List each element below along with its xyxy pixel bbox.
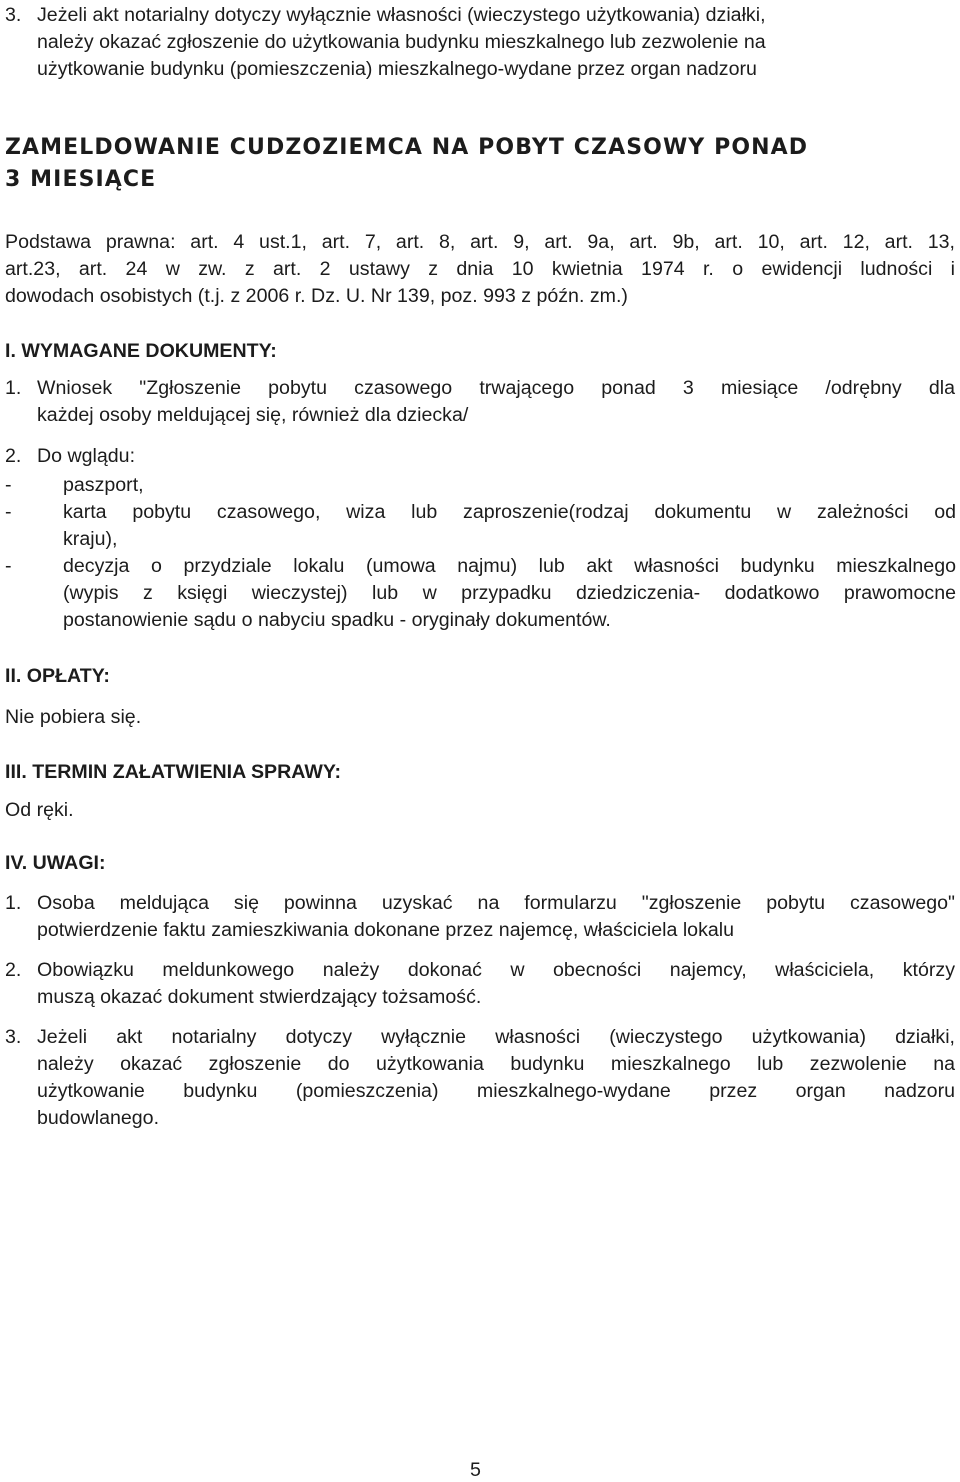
list-item — [5, 957, 955, 1011]
list-number: 1. — [5, 377, 22, 399]
text-line: budowlanego. — [37, 1107, 160, 1129]
text-line: muszą okazać dokument stwierdzający tożsamość. — [37, 986, 482, 1008]
list-item — [5, 1024, 955, 1132]
text-line: Osoba meldująca się powinna uzyskać na formularzu "zgłoszenie pobytu czasowego" — [37, 892, 955, 914]
list-text — [37, 890, 955, 944]
list-item — [5, 890, 955, 944]
section-heading: III. TERMIN ZAŁATWIENIA SPRAWY: — [5, 761, 341, 783]
page-number: 5 — [470, 1459, 481, 1481]
top-item — [5, 2, 955, 83]
list-item — [5, 375, 955, 429]
bullet-item — [5, 553, 956, 634]
text-line: postanowienie sądu o nabyciu spadku - oryginały dokumentów. — [63, 609, 611, 631]
text-line: dowodach osobistych (t.j. z 2006 r. Dz. U. Nr 139, poz. 993 z późn. zm.) — [5, 285, 628, 307]
text-line: karta pobytu czasowego, wiza lub zaproszenie(rodzaj dokumentu w zależności od — [63, 501, 956, 523]
list-number: 3. — [5, 4, 22, 26]
text-line: Obowiązku meldunkowego należy dokonać w obecności najemcy, właściciela, którzy — [37, 959, 955, 981]
text-line: kraju), — [63, 528, 118, 550]
text-line: Jeżeli akt notarialny dotyczy wyłącznie własności (wieczystego użytkowania) działki, — [37, 4, 766, 26]
text-line: (wypis z księgi wieczystej) lub w przypadku dziedziczenia- dodatkowo prawomocne — [63, 582, 956, 604]
text-line: użytkowanie budynku (pomieszczenia) mieszkalnego-wydane przez organ nadzoru — [37, 1080, 955, 1102]
title-line: 3 MIESIĄCE — [5, 167, 157, 192]
section-heading: II. OPŁATY: — [5, 665, 110, 687]
list-number: 3. — [5, 1026, 22, 1048]
text-line: art.23, art. 24 w zw. z art. 2 ustawy z dnia 10 kwietnia 1974 r. o ewidencji ludności i — [5, 258, 955, 280]
bullet-dash: - — [5, 555, 12, 577]
list-number: 2. — [5, 445, 22, 467]
legal-basis — [5, 229, 955, 310]
list-number: 1. — [5, 892, 22, 914]
bullet-item — [5, 472, 956, 499]
list-text — [37, 1024, 955, 1132]
bullet-dash: - — [5, 474, 12, 496]
text-line: każdej osoby meldującej się, również dla dziecka/ — [37, 404, 469, 426]
text-line: Podstawa prawna: art. 4 ust.1, art. 7, art. 8, art. 9, art. 9a, art. 9b, art. 10, art. 12, art. 13, — [5, 231, 955, 253]
section-text: Od ręki. — [5, 799, 74, 821]
text-line: potwierdzenie faktu zamieszkiwania dokonane przez najemcę, właściciela lokalu — [37, 919, 735, 941]
text-line: Jeżeli akt notarialny dotyczy wyłącznie własności (wieczystego użytkowania) działki, — [37, 1026, 955, 1048]
list-text — [37, 375, 955, 429]
text-line: Wniosek "Zgłoszenie pobytu czasowego trwającego ponad 3 miesiące /odrębny dla — [37, 377, 955, 399]
section-text: Nie pobiera się. — [5, 706, 142, 728]
text-line: użytkowanie budynku (pomieszczenia) mieszkalnego-wydane przez organ nadzoru — [37, 58, 757, 80]
title-line: ZAMELDOWANIE CUDZOZIEMCA NA POBYT CZASOWY PONAD — [5, 135, 809, 160]
text-line: paszport, — [63, 474, 144, 496]
section-heading: I. WYMAGANE DOKUMENTY: — [5, 340, 277, 362]
list-text — [37, 2, 955, 83]
list-item — [5, 443, 955, 470]
section-heading: IV. UWAGI: — [5, 852, 106, 874]
bullet-dash: - — [5, 501, 12, 523]
text-line: należy okazać zgłoszenie do użytkowania budynku mieszkalnego lub zezwolenie na — [37, 1053, 955, 1075]
text-line: należy okazać zgłoszenie do użytkowania budynku mieszkalnego lub zezwolenie na — [37, 31, 766, 53]
text-line: Do wglądu: — [37, 445, 136, 467]
list-text — [37, 443, 955, 470]
list-text — [37, 957, 955, 1011]
page-title — [5, 132, 808, 196]
bullet-item — [5, 499, 956, 553]
list-number: 2. — [5, 959, 22, 981]
text-line: decyzja o przydziale lokalu (umowa najmu) lub akt własności budynku mieszkalnego — [63, 555, 956, 577]
